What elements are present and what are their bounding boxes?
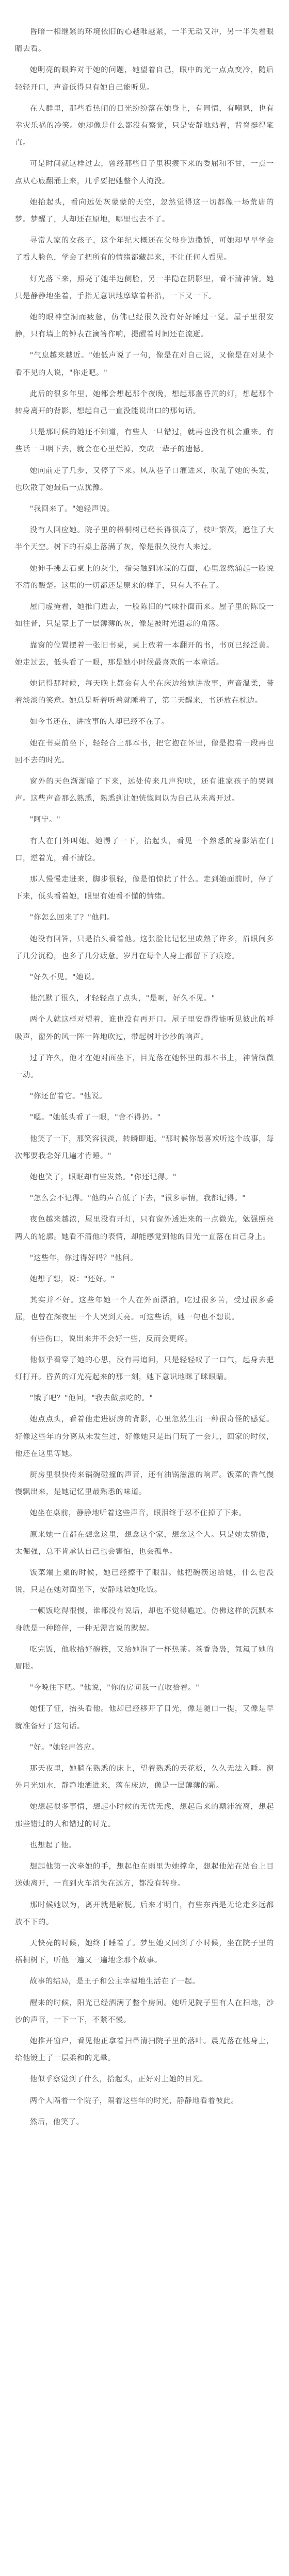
paragraph: "今晚住下吧。"他说，"你的房间我一直收拾着。": [29, 1684, 200, 1692]
paragraph: 她坐在桌前，静静地听着这些声音，眼泪终于忍不住掉了下来。: [29, 1509, 247, 1518]
paragraph: 此后的很多年里，她都会想起那个夜晚，想起那盏昏黄的灯，想起那个转身离开的背影，想起自己一直没能说出口的那句话。: [15, 389, 274, 416]
paragraph: 原来她一直都在想念这里，想念这个家，想念这个人。只是她太骄傲，太倔强，总不肯承认自己也会害怕，也会孤单。: [15, 1530, 274, 1556]
paragraph: "阿宁。": [29, 816, 61, 824]
paragraph: 那天夜里，她躺在熟悉的床上，望着熟悉的天花板，久久无法入睡。窗外月光如水，静静地洒进来，落在床边，像是一层薄薄的霜。: [15, 1765, 274, 1790]
paragraph: 想起他第一次牵她的手，想起他在雨里为她撑伞，想起他站在站台上目送她离开，一直到火车消失在远方，都没有转身。: [15, 1862, 274, 1888]
paragraph: 吃完饭，他收拾好碗筷，又给她泡了一杯热茶。茶香袅袅，氤氲了她的眉眼。: [15, 1645, 274, 1671]
paragraph: 没有人回应她。院子里的梧桐树已经长得很高了，枝叶繁茂，遮住了大半个天空。树下的石桌上落满了灰，像是很久没有人来过。: [15, 526, 274, 552]
paragraph: "怎么会不记得。"他的声音低了下去，"很多事情，我都记得。": [29, 1194, 246, 1203]
paragraph: 他似乎看穿了她的心思，没有再追问，只是轻轻叹了一口气，起身去把灯打开。昏黄的灯光亮起来的那一刻，她下意识地眯了眯眼睛。: [15, 1355, 274, 1382]
paragraph: 她伸手拂去石桌上的灰尘，指尖触到冰凉的石面，心里忽然涌起一股说不清的酸楚。这里的一切都还是原来的样子，只有人不在了。: [15, 564, 274, 590]
paragraph: 只是那时候的她还不知道，有些人一旦错过，就再也没有机会重来。有些话一旦咽下去，就会在心里烂掉，变成一辈子的遗憾。: [15, 428, 274, 454]
paragraph: 屋门虚掩着，她推门进去，一股陈旧的气味扑面而来。屋子里的陈设一如往昔，只是蒙上了一层薄薄的灰，像是被时光遗忘的角落。: [15, 603, 274, 629]
paragraph: 一顿饭吃得很慢，谁都没有说话，却也不觉得尴尬。仿佛这样的沉默本身就是一种陪伴，一种无需言说的默契。: [15, 1607, 274, 1633]
paragraph: 寻常人家的女孩子，这个年纪大概还在父母身边撒娇，可她却早早学会了看人脸色，学会了把所有的情绪都藏起来，不让任何人看见。: [15, 236, 274, 262]
paragraph: "你还留着它。"他说。: [29, 1092, 107, 1101]
paragraph: 故事的结局，是王子和公主幸福地生活在了一起。: [29, 1977, 200, 1986]
paragraph: 昏暗一相继紧的环境依旧的心越唯越紧，一半无动又冲，另一半失着眼睛去看。: [15, 28, 274, 54]
paragraph: 夜色越来越浓，屋里没有开灯，只有窗外透进来的一点微光，勉强照亮两人的轮廓。她看不清他的表情，却能感觉到他的目光一直落在自己身上。: [15, 1215, 274, 1241]
paragraph: "你怎么回来了？"他问。: [29, 913, 115, 922]
paragraph: 她也笑了，眼眶却有些发热。"你还记得。": [29, 1173, 177, 1181]
paragraph: 她在书桌前坐下，轻轻合上那本书，把它抱在怀里，像是抱着一段再也回不去的时光。: [15, 739, 274, 765]
paragraph: 有些伤口，说出来并不会好一些，反而会更疼。: [29, 1334, 192, 1343]
paragraph: 有人在门外叫她。她愣了一下，抬起头，看见一个熟悉的身影站在门口，逆着光，看不清脸。: [15, 837, 274, 862]
paragraph: "我回来了。"她轻声说。: [29, 505, 115, 514]
paragraph: 两个人就这样对望着，谁也没有再开口。屋子里安静得能听见彼此的呼吸声，窗外的风一阵一阵地吹过，带起树叶沙沙的响声。: [15, 1015, 274, 1041]
paragraph: "这些年，你过得好吗？"他问。: [29, 1253, 138, 1262]
paragraph: 她抬起头，看向远处灰蒙蒙的天空，忽然觉得这一切都像一场荒唐的梦。梦醒了，人却还在原地，哪里也去不了。: [15, 198, 274, 224]
paragraph: 其实并不好。这些年她一个人在外面漂泊，吃过很多苦，受过很多委屈，也曾在深夜里一个人哭到天亮。可这些话，她一句也不想说。: [15, 1296, 274, 1322]
paragraph: 两个人隔着一个院子，隔着这些年的时光，静静地看着彼此。: [29, 2096, 239, 2105]
paragraph: 然后，他笑了。: [29, 2117, 84, 2126]
paragraph: 醒来的时候，阳光已经洒满了整个房间。她听见院子里有人在扫地，沙沙的声音，一下一下，不紧不慢。: [15, 1998, 274, 2024]
paragraph: 窗外的天色渐渐暗了下来，远处传来几声狗吠，还有谁家孩子的哭闹声。这些声音那么熟悉，熟悉到让她恍惚间以为自己从未离开过。: [15, 777, 274, 803]
paragraph: 过了许久，他才在她对面坐下，目光落在她怀里的那本书上，神情微微一动。: [15, 1054, 274, 1079]
paragraph: "好。"她轻声答应。: [29, 1743, 100, 1752]
paragraph: 他似乎察觉到了什么，抬起头，正好对上她的目光。: [29, 2075, 208, 2084]
paragraph: 她的眼神空洞而疲惫，仿佛已经很久没有好好睡过一觉。屋子里很安静，只有墙上的钟表在滴答作响，提醒着时间还在流逝。: [15, 313, 274, 339]
paragraph: 她怔了怔，抬头看他。他却已经移开了目光，像是随口一提，又像是早就准备好了这句话。: [15, 1705, 274, 1731]
paragraph: 靠窗的位置摆着一张旧书桌，桌上放着一本翻开的书，书页已经泛黄。她走过去，低头看了一眼，那是她小时候最喜欢的一本童话。: [15, 641, 274, 667]
paragraph: 他沉默了很久，才轻轻点了点头，"是啊，好久不见。": [29, 994, 216, 1003]
paragraph: 那人慢慢走进来，脚步很轻，像是怕惊扰了什么。走到她面前时，停了下来，低头看着她，眼里有她看不懂的情绪。: [15, 875, 274, 901]
paragraph: 她推开窗户，看见他正拿着扫帚清扫院子里的落叶。晨光落在他身上，给他镀上了一层柔和的光晕。: [15, 2037, 274, 2063]
paragraph: 天快亮的时候，她终于睡着了。梦里她又回到了小时候，坐在院子里的梧桐树下，听他一遍又一遍地念那个故事。: [15, 1939, 274, 1965]
paragraph: 她想起很多事情，想起小时候的无忧无虑，想起后来的颠沛流离，想起那些错过的人和错过的时光。: [15, 1803, 274, 1828]
paragraph: 她没有回答，只是抬头看着他。这张脸比记忆里成熟了许多，眉眼间多了几分沉稳，也多了几分疲惫。岁月在每个人身上都留下了痕迹。: [15, 935, 274, 960]
paragraph: 她明亮的眼眸对于她的问题，她望着自己，眼中的光一点点变冷，随后轻轻开口，声音低得只有她自己能听见。: [15, 66, 274, 92]
paragraph: 如今书还在，讲故事的人却已经不在了。: [29, 718, 169, 726]
paragraph: 也想起了他。: [29, 1841, 76, 1850]
paragraph: 她向前走了几步，又停了下来。风从巷子口灌进来，吹乱了她的头发，也吹散了她最后一点犹豫。: [15, 466, 274, 492]
paragraph: 可是时间就这样过去，曾经那些日子里积攒下来的委屈和不甘，一点一点从心底翻涌上来，几乎要把她整个人淹没。: [15, 160, 274, 185]
paragraph: 在人群里，那些看热闹的目光纷纷落在她身上，有同情，有嘲讽，也有幸灾乐祸的冷笑。她却像是什么都没有察觉，只是安静地站着，背脊挺得笔直。: [15, 104, 274, 147]
paragraph: 灯光落下来，照亮了她半边侧脸，另一半隐在阴影里，看不清神情。她只是静静地坐着，手指无意识地摩挲着杯沿，一下又一下。: [15, 275, 274, 300]
paragraph: 厨房里很快传来锅碗碰撞的声音，还有油锅滋滋的响声。饭菜的香气慢慢飘出来，是她记忆里最熟悉的味道。: [15, 1471, 274, 1497]
paragraph: "好久不见。"她说。: [29, 973, 100, 981]
paragraph: 那时候她以为，离开就是解脱。后来才明白，有些东西是无论走多远都放不下的。: [15, 1901, 274, 1926]
article-body: [0, 24, 289, 2135]
paragraph: 饭菜端上桌的时候，她已经擦干了眼泪。他把碗筷递给她，什么也没说，只是在她对面坐下，安静地陪她吃饭。: [15, 1569, 274, 1595]
paragraph: 她记得那时候，每天晚上都会有人坐在床边给她讲故事，声音温柔，带着淡淡的笑意。她总是听着听着就睡着了，第二天醒来，书还放在枕边。: [15, 679, 274, 705]
paragraph: 她点点头，看着他走进厨房的背影，心里忽然生出一种很奇怪的感觉。好像这些年的分离从未发生过，好像她只是出门玩了一会儿，回家的时候，他还在这里等她。: [15, 1415, 274, 1458]
paragraph: 她想了想，说："还好。": [29, 1275, 115, 1283]
paragraph: "饿了吧？"他问，"我去做点吃的。": [29, 1394, 153, 1403]
paragraph: 他笑了一下，那笑容很淡，转瞬即逝。"那时候你最喜欢听这个故事，每次都要我念好几遍才肯睡。": [15, 1134, 274, 1160]
paragraph: "气息越来越近。"她低声说了一句，像是在对自己说，又像是在对某个看不见的人说，"你走吧。": [15, 351, 274, 377]
paragraph: "嗯。"她低头看了一眼，"舍不得扔。": [29, 1113, 161, 1122]
